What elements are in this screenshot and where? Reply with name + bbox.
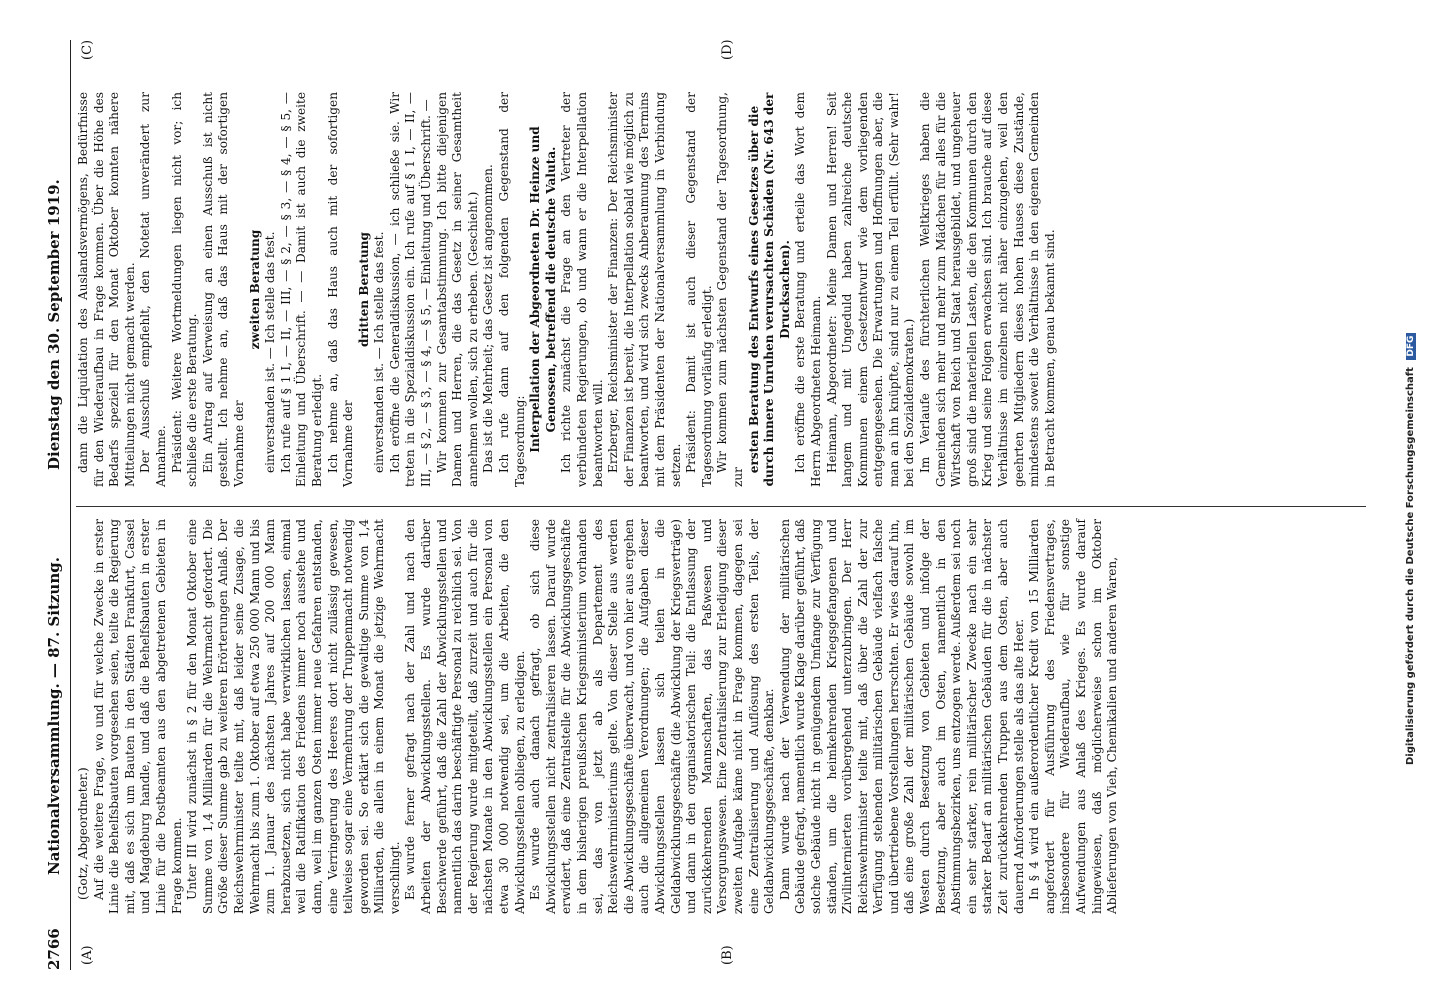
margin-letter-b: (B) <box>720 945 735 965</box>
header-rule <box>70 40 71 970</box>
paragraph: Interpellation der Abgeordneten Dr. Heinze und Genossen, betreffend die deutsche Valuta. <box>528 126 558 453</box>
paragraph: In § 4 wird ein außerordentlicher Kredit von 15 Milliarden angefordert für Ausführung des Friedensvertrages, insbesondere für Wiederaufbau, wie für sonstige Aufwendungen aus Anlaß des Krieges. Es wurde darauf hingewiesen, daß möglicherweise schon im Oktober Ablieferungen von Vieh, Chemikalien und anderen Waren, <box>1027 519 1120 914</box>
right-column <box>76 92 1058 487</box>
paragraph: zweiten Beratung <box>247 229 262 350</box>
paragraph: Es wurde ferner gefragt nach der Zahl und nach den Arbeiten der Abwicklungsstellen. Es wurde darüber Beschwerde geführt, daß die Zahl der Abwicklungsstellen und namentlich das darin beschäftigte Personal zu reichlich sei. Von der Regierung wurde mitgeteilt, daß zurzeit und auch für die nächsten Monate in den Abwicklungsstellen ein Personal von etwa 30 000 notwendig sei, um die Arbeiten, die den Abwicklungsstellen obliegen, zu erledigen. <box>403 519 527 914</box>
paragraph: Heimann, Abgeordneter: Meine Damen und Herren! Seit langem und mit Ungeduld haben zahlreiche deutsche Kommunen einem Gesetzentwurf wie dem vorliegenden entgegengesehen. Die Erwartungen und Hoffnungen aber, die man an ihn knüpfte, sind nur zu einem Teil erfüllt. (Sehr wahr! bei den Sozialdemokraten.) <box>824 92 917 487</box>
credit-text: Digitalisierung gefördert durch die Deutsche Forschungsgemeinschaft <box>1405 367 1416 765</box>
paragraph: Auf die weitere Frage, wo und für welche Zwecke in erster Linie die Behelfsbauten vorgesehen seien, teilte die Regierung mit, daß es sich um Bauten in den Städten Frankfurt, Cassel und Magdeburg handle, und daß die Behelfsbauten in erster Linie für die Postbeamten aus den abgetretenen Gebieten in Frage kommen. <box>91 519 184 914</box>
paragraph: Ein Antrag auf Verweisung an einen Ausschuß ist nicht gestellt. Ich nehme an, daß das Haus mit der sofortigen Vornahme der <box>200 92 246 487</box>
column-divider <box>76 506 1366 507</box>
margin-letter-c: (C) <box>80 39 95 60</box>
paragraph: einverstanden ist. — Ich stelle das fest. <box>263 231 278 473</box>
paragraph: Im Verlaufe des fürchterlichen Weltkrieges haben die Gemeinden sich mehr und mehr zum Mädchen für alles für die Wirtschaft von Reich und Staat herausgebildet, und ungeheuer groß sind die materiellen Lasten, die den Kommunen durch den Krieg und seine Folgen erwachsen sind. Ich brauche auf diese Verhältnisse im einzelnen nicht näher einzugehen, weil den geehrten Mitgliedern dieses hohen Hauses diese Zustände, mindestens soweit die Verhältnisse in den eigenen Gemeinden in Betracht kommen, genau bekannt sind. <box>918 92 1057 487</box>
paragraph: Ich nehme an, daß das Haus auch mit der sofortigen Vornahme der <box>325 92 356 487</box>
paragraph: Ich rufe auf § 1 I, — II, — III, — § 2, — § 3, — § 4, — § 5, — Einleitung und Überschrift. — — Damit ist auch die zweite Beratung erledigt. <box>278 92 324 487</box>
paragraph: (Gotz, Abgeordneter.) <box>76 767 90 900</box>
margin-letter-a: (A) <box>80 945 95 965</box>
paragraph: Präsident: Weitere Wortmeldungen liegen nicht vor; ich schließe die erste Beratung. <box>169 92 200 487</box>
paragraph: einverstanden ist. — Ich stelle das fest. <box>372 231 387 473</box>
digitization-credit <box>1405 0 1416 1000</box>
page-title: Nationalversammlung. — 87. Sitzung. <box>45 557 63 875</box>
dfg-badge: DFG <box>1406 333 1416 360</box>
page-date: Dienstag den 30. September 1919. <box>45 179 63 470</box>
paragraph: Unter III wird zunächst in § 2 für den Monat Oktober eine Summe von 1,4 Milliarden für die Wehrmacht gefordert. Die Größe dieser Summe gab zu weiteren Erörterungen Anlaß. Der Reichswehrminister teilte mit, daß leider seine Zusage, die Wehrmacht bis zum 1. Oktober auf etwa 250 000 Mann und bis zum 1. Januar des nächsten Jahres auf 200 000 Mann herabzusetzen, sich nicht habe verwirklichen lassen, einmal weil die Ratifikation des Friedens immer noch ausstehe und dann, weil im ganzen Osten immer neue Gefahren entstanden, eine Verringerung des Heeres dort nicht zulässig gewesen, teilweise sogar eine Vermehrung der Truppenmacht notwendig geworden sei. So erklärt sich die gewaltige Summe von 1,4 Milliarden, die allein in einem Monat die jetzige Wehrmacht verschlingt. <box>185 519 402 914</box>
margin-letter-d: (D) <box>720 39 735 60</box>
paragraph: Das ist die Mehrheit; das Gesetz ist angenommen. <box>481 164 496 473</box>
paragraph: dritten Beratung <box>356 231 371 348</box>
paragraph: Der Ausschuß empfiehlt, den Notetat unverändert zur Annahme. <box>138 92 168 487</box>
paragraph: Es wurde auch danach gefragt, ob sich diese Abwicklungsstellen nicht zentralisieren lassen. Darauf wurde erwidert, daß eine Zentralstelle für die Abwicklungsgeschäfte in dem bisherigen preußischen Kriegsministerium vorhanden sei, das von jetzt ab als Departement des Reichswehrministeriums gelte. Von dieser Stelle aus werden die Abwicklungsgeschäfte überwacht, und von hier aus ergehen auch die allgemeinen Verordnungen; die Aufgaben dieser Abwicklungsstellen lassen sich teilen in die Geldabwicklungsgeschäfte (die Abwicklung der Kriegsverträge) und dann in den organisatorischen Teil: die Entlassung der zurückkehrenden Mannschaften, das Paßwesen und Versorgungswesen. Eine Zentralisierung zur Erledigung dieser zweiten Aufgabe käme nicht in Frage kommen, dagegen sei eine Zentralisierung und Auflösung des ersten Teils, der Geldabwicklungsgeschäfte, denkbar. <box>528 519 777 914</box>
paragraph: ersten Beratung des Entwurfs eines Gesetzes über die durch innere Unruhen verursachten Schäden (Nr. 643 der Drucksachen). <box>746 92 792 487</box>
paragraph: Dann wurde nach der Verwendung der militärischen Gebäude gefragt, namentlich wurde Klage darüber geführt, daß solche Gebäude nicht in genügendem Umfange zur Verfügung ständen, um die heimkehrenden Kriegsgefangenen und Zivilinternierten vorübergehend unterzubringen. Der Herr Reichswehrminister teilte mit, daß über die Zahl der zur Verfügung stehenden militärischen Gebäude vielfach falsche und übertriebene Vorstellungen herrschten. Er wies darauf hin, daß eine große Zahl der militärischen Gebäude sowohl im Westen durch Besetzung von Gebieten und infolge der Besetzung, aber auch im Osten, namentlich in den Abstimmungsbezirken, uns entzogen werde. Außerdem sei noch ein sehr starker, rein militärischer Zwecke nach ein sehr starker Bedarf an militärischen Gebäuden für die in nächster Zeit zurückkehrenden Truppen aus dem Osten, aber auch dauernd Anforderungen stelle als das alte Heer. <box>777 519 1026 914</box>
paragraph: Erzberger, Reichsminister der Finanzen: Der Reichsminister der Finanzen ist bereit, die Interpellation sobald wie möglich zu beantworten, und wird sich zwecks Anberaumung des Termins mit dem Präsidenten der Nationalversammlung in Verbindung setzen. <box>606 92 683 487</box>
paragraph: Ich rufe dann auf den folgenden Gegenstand der Tagesordnung: <box>497 92 527 487</box>
paragraph: Ich eröffne die Generaldiskussion, — ich schließe sie. Wir treten in die Spezialdiskussion ein. Ich rufe auf § 1 I, — II, — III, — § 2, — § 3, — § 4, — § 5, — Einleitung und Überschrift. — <box>387 92 434 487</box>
paragraph: Ich richte zunächst die Frage an den Vertreter der verbündeten Regierungen, ob und wann er die Interpellation beantworten will. <box>559 92 605 487</box>
paragraph: Wir kommen zur Gesamtabstimmung. Ich bitte diejenigen Damen und Herren, die das Gesetz in seiner Gesamtheit annehmen wollen, sich zu erheben. (Geschieht.) <box>434 92 480 487</box>
paragraph: dann die Liquidation des Auslandsvermögens, Bedürfnisse für den Wiederaufbau in Frage kommen. Über die Höhe des Bedarfs speziell für den Monat Oktober konnten nähere Mitteilungen nicht gemacht werden. <box>76 92 137 487</box>
page-number: 2766 <box>45 928 63 970</box>
page-header <box>45 30 69 970</box>
paragraph: Ich eröffne die erste Beratung und erteile das Wort dem Herrn Abgeordneten Heimann. <box>793 92 823 487</box>
paragraph: Präsident: Damit ist auch dieser Gegenstand der Tagesordnung vorläufig erledigt. <box>684 92 714 487</box>
left-column <box>76 519 1121 914</box>
paragraph: Wir kommen zum nächsten Gegenstand der Tagesordnung, zur <box>715 92 745 487</box>
